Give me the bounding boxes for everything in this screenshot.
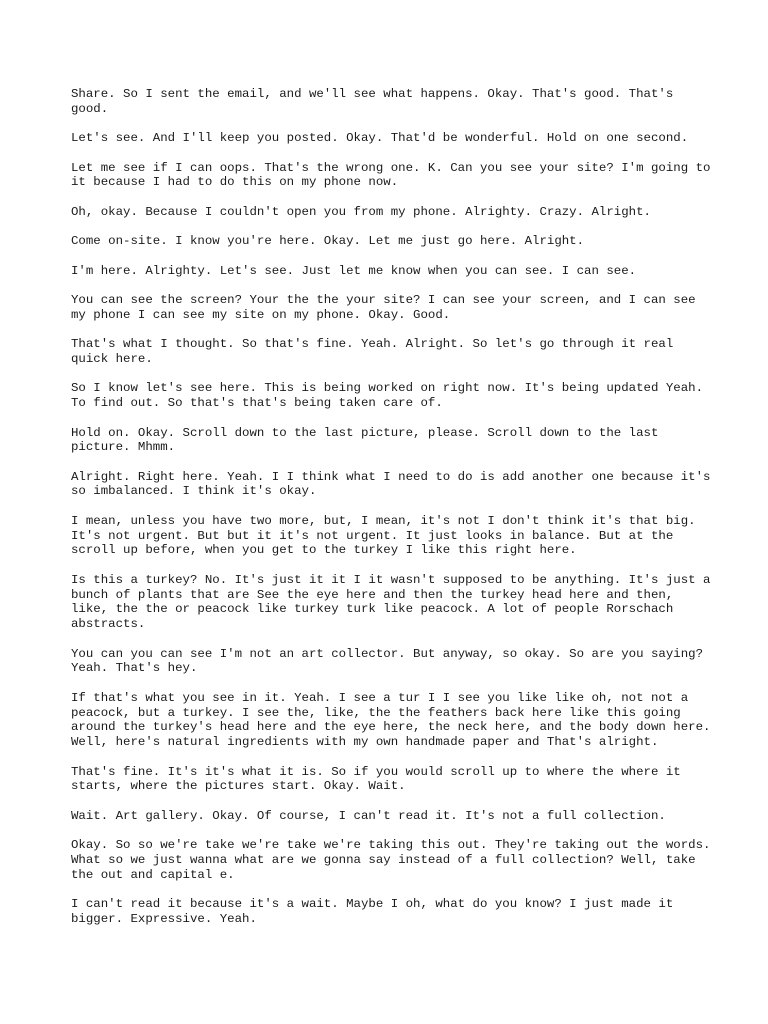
transcript-paragraph: I can't read it because it's a wait. Maybe I oh, what do you know? I just made it bigger. Expressive. Yeah. [71,897,674,926]
transcript-paragraph: That's fine. It's it's what it is. So if you would scroll up to where the where it starts, where the pictures start. Okay. Wait. [71,764,681,794]
transcript-paragraph: Share. So I sent the email, and we'll see what happens. Okay. That's good. That's good. [71,87,674,116]
transcript-paragraph: That's what I thought. So that's fine. Yeah. Alright. So let's go through it real quick here. [71,337,674,366]
transcript-paragraph: I'm here. Alrighty. Let's see. Just let me know when you can see. I can see. [71,263,637,278]
transcript-paragraph: Okay. So so we're take we're take we're taking this out. They're taking out the words. What so we just wanna what are we gonna say instead of a full collection? Well, take the out and capital e. [71,838,711,882]
transcript-paragraph: You can you can see I'm not an art collector. But anyway, so okay. So are you saying? Yeah. That's hey. [71,646,704,676]
transcript-paragraph: Is this a turkey? No. It's just it it I it wasn't supposed to be anything. It's just a bunch of plants that are See the eye here and then the turkey head here and then, like, the the or peacock like turkey turk like peacock. A lot of people Rorschach abstracts. [71,572,711,632]
transcript-paragraph: Oh, okay. Because I couldn't open you from my phone. Alrighty. Crazy. Alright. [71,204,651,219]
transcript-paragraph: If that's what you see in it. Yeah. I see a tur I I see you like like oh, not not a peacock, but a turkey. I see the, like, the the feathers back here like this going around the turkey's head here and the eye here, the neck here, and the body down here. Well, here's natural ingredients with my own handmade paper and That's alright. [71,690,711,750]
transcript-paragraph: Hold on. Okay. Scroll down to the last picture, please. Scroll down to the last picture. Mhmm. [71,425,659,455]
transcript-paragraph: I mean, unless you have two more, but, I mean, it's not I don't think it's that big. It's not urgent. But but it it's not urgent. It just looks in balance. But at the scroll up before, when you get to the turkey I like this right here. [71,513,696,558]
transcript-page [71,87,711,941]
transcript-paragraph: Let's see. And I'll keep you posted. Okay. That'd be wonderful. Hold on one second. [71,131,689,146]
transcript-paragraph: You can see the screen? Your the the your site? I can see your screen, and I can see my phone I can see my site on my phone. Okay. Good. [71,292,696,322]
transcript-paragraph: Let me see if I can oops. That's the wrong one. K. Can you see your site? I'm going to it because I had to do this on my phone now. [71,160,711,190]
transcript-paragraph: So I know let's see here. This is being worked on right now. It's being updated Yeah. To find out. So that's that's being taken care of. [71,381,704,411]
transcript-paragraph: Come on-site. I know you're here. Okay. Let me just go here. Alright. [71,234,585,249]
transcript-paragraph: Wait. Art gallery. Okay. Of course, I can't read it. It's not a full collection. [71,808,666,823]
transcript-paragraph: Alright. Right here. Yeah. I I think what I need to do is add another one because it's so imbalanced. I think it's okay. [71,469,711,499]
